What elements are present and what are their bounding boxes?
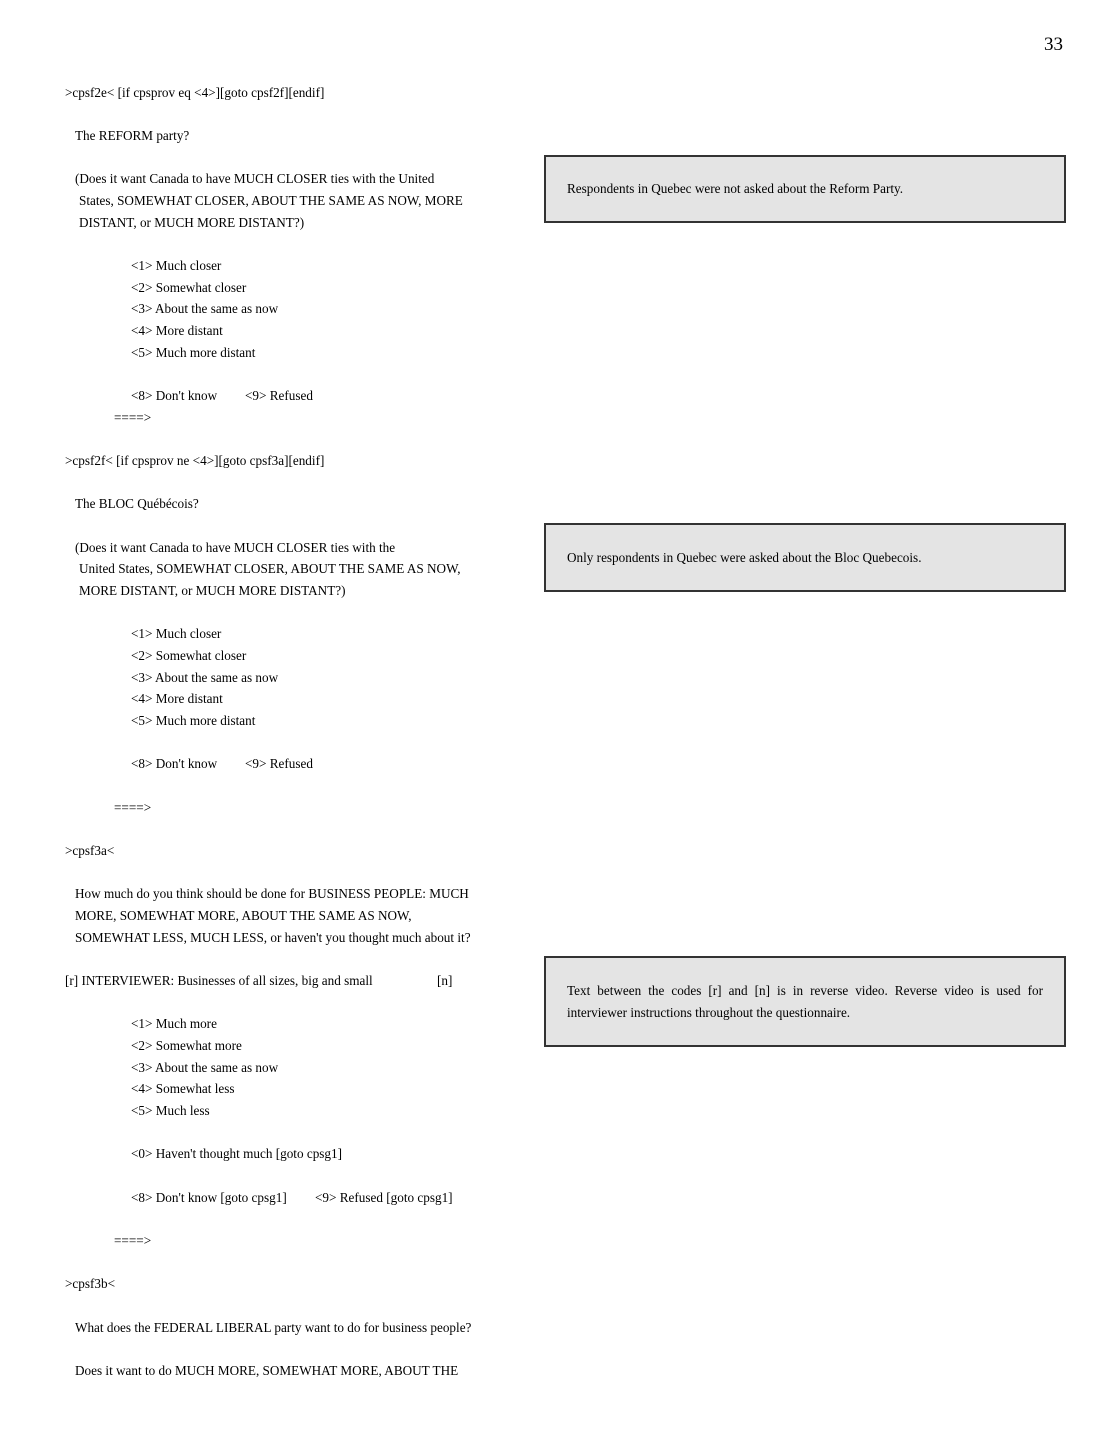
question-text: (Does it want Canada to have MUCH CLOSER ties with the United (75, 171, 435, 186)
question-code: >cpsf3a< (65, 843, 115, 858)
question-text: SOMEWHAT LESS, MUCH LESS, or haven't you thought much about it? (75, 930, 471, 945)
question-code: >cpsf2f< [if cpsprov ne <4>][goto cpsf3a][endif] (65, 453, 325, 468)
answer-option: <3> About the same as now (131, 1060, 279, 1075)
question-text: DISTANT, or MUCH MORE DISTANT?) (79, 215, 305, 230)
question-code: >cpsf3b< (65, 1276, 116, 1291)
answer-option: <2> Somewhat more (131, 1038, 242, 1053)
question-title: The BLOC Québécois? (75, 496, 199, 511)
question-title: The REFORM party? (75, 128, 190, 143)
entry-arrow: ====> (114, 800, 152, 815)
answer-option: <4> More distant (131, 323, 223, 338)
question-text: United States, SOMEWHAT CLOSER, ABOUT THE SAME AS NOW, (79, 561, 461, 576)
answer-option: <5> Much less (131, 1103, 210, 1118)
answer-option: <4> More distant (131, 691, 223, 706)
answer-option-refused: <9> Refused (245, 756, 313, 771)
page-number: 33 (1044, 34, 1063, 55)
answer-option: <2> Somewhat closer (131, 280, 247, 295)
answer-option-dontknow: <8> Don't know (131, 388, 218, 403)
answer-option-refused: <9> Refused (245, 388, 313, 403)
answer-option-dontknow: <8> Don't know [goto cpsg1] (131, 1190, 287, 1205)
answer-option-refused: <9> Refused [goto cpsg1] (315, 1190, 453, 1205)
question-text: MORE, SOMEWHAT MORE, ABOUT THE SAME AS NOW, (75, 908, 412, 923)
question-text: How much do you think should be done for BUSINESS PEOPLE: MUCH (75, 886, 469, 901)
note-box (544, 956, 1066, 1047)
question-text: (Does it want Canada to have MUCH CLOSER ties with the (75, 540, 396, 555)
entry-arrow: ====> (114, 410, 152, 425)
question-text: Does it want to do MUCH MORE, SOMEWHAT MORE, ABOUT THE (75, 1363, 459, 1378)
answer-option: <4> Somewhat less (131, 1081, 235, 1096)
answer-option: <2> Somewhat closer (131, 648, 247, 663)
interviewer-instruction-end: [n] (437, 973, 453, 988)
question-text: MORE DISTANT, or MUCH MORE DISTANT?) (79, 583, 346, 598)
entry-arrow: ====> (114, 1233, 152, 1248)
answer-option: <1> Much closer (131, 258, 222, 273)
answer-option: <1> Much closer (131, 626, 222, 641)
answer-option: <3> About the same as now (131, 670, 279, 685)
note-text: Text between the codes [r] and [n] is in reverse video. Reverse video is used for interviewer instructions throughout the questionnaire. (567, 982, 1043, 1020)
answer-option-dontknow: <8> Don't know (131, 756, 218, 771)
note-box (544, 523, 1066, 592)
note-text: Respondents in Quebec were not asked about the Reform Party. (567, 181, 904, 196)
answer-option: <3> About the same as now (131, 301, 279, 316)
answer-option: <1> Much more (131, 1016, 217, 1031)
note-box (544, 155, 1066, 223)
answer-option: <5> Much more distant (131, 345, 256, 360)
interviewer-instruction: [r] INTERVIEWER: Businesses of all sizes, big and small (65, 973, 373, 988)
note-text: Only respondents in Quebec were asked about the Bloc Quebecois. (567, 549, 922, 565)
answer-option: <5> Much more distant (131, 713, 256, 728)
answer-option-havent: <0> Haven't thought much [goto cpsg1] (131, 1146, 342, 1161)
question-title: What does the FEDERAL LIBERAL party want to do for business people? (75, 1320, 472, 1335)
question-text: States, SOMEWHAT CLOSER, ABOUT THE SAME AS NOW, MORE (79, 193, 463, 208)
question-code: >cpsf2e< [if cpsprov eq <4>][goto cpsf2f][endif] (65, 85, 325, 100)
